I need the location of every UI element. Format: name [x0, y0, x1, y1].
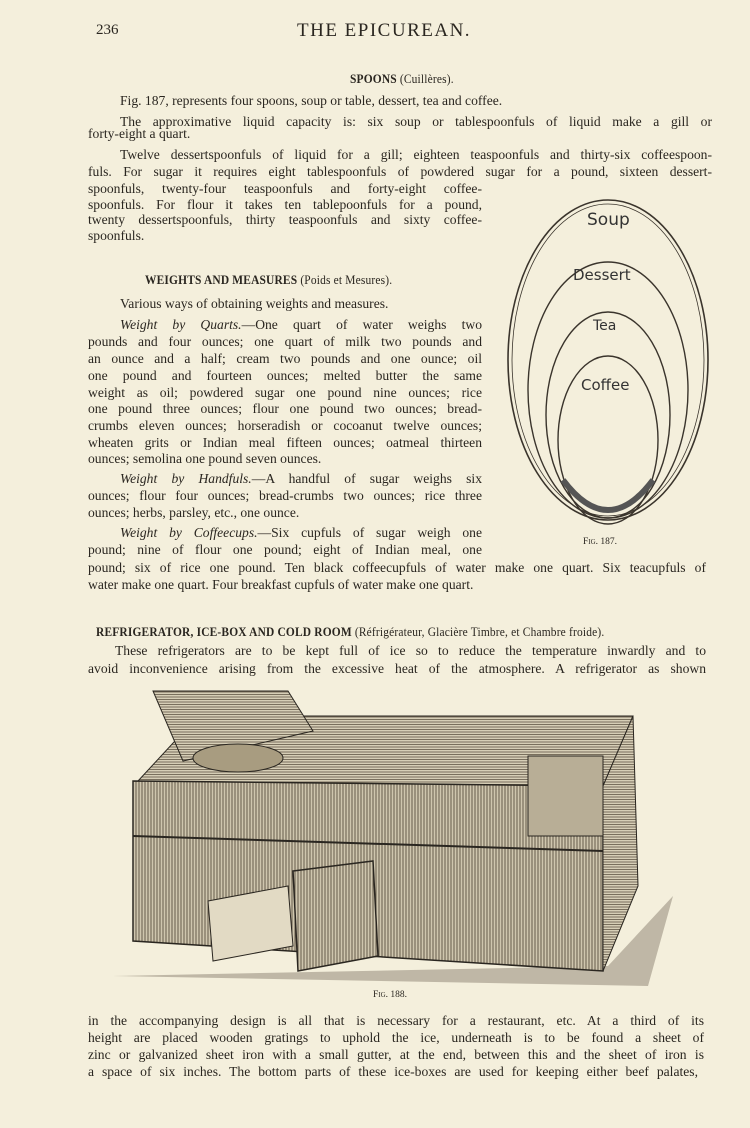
- spoons-heading-en: SPOONS: [350, 71, 397, 86]
- refrigerator-heading-fr: (Réfrigérateur, Glacière Timbre, et Chambre froide).: [354, 624, 605, 639]
- text-line: avoid inconvenience arising from the excessive heat of the atmosphere. A refrigerator as shown: [88, 661, 706, 676]
- text-line: pound; nine of flour one pound; eight of Indian meal, one: [88, 542, 482, 557]
- text-line: ounces; semolina one pound seven ounces.: [88, 451, 322, 466]
- text-line: [120, 525, 482, 541]
- text-line: forty-eight a quart.: [88, 126, 191, 141]
- text-line: spoonfuls.: [88, 228, 145, 243]
- spoon-label-tea: Tea: [593, 318, 617, 334]
- text-line: an ounce and a half; cream two pounds and one ounce; oil: [88, 351, 482, 366]
- text-line: zinc or galvanized sheet iron with a small gutter, at the end, between this and the sheet of iron is: [88, 1047, 704, 1062]
- text-line: Twelve dessertspoonfuls of liquid for a gill; eighteen teaspoonfuls and thirty-six coffeespoon-: [120, 147, 712, 162]
- text-line: water make one quart. Four breakfast cupfuls of water make one quart.: [88, 577, 474, 592]
- text-line: spoonfuls, twenty-four teaspoonfuls and forty-eight coffee-: [88, 181, 482, 196]
- fig-188-caption: Fig. 188.: [373, 990, 408, 1000]
- spoons-heading: [350, 71, 454, 87]
- text-line: in the accompanying design is all that is necessary for a restaurant, etc. At a third of its: [88, 1013, 704, 1028]
- refrigerator-heading: [96, 624, 604, 640]
- weights-coffeecups-label: Weight by Coffeecups.: [120, 525, 258, 540]
- text-line: weight as oil; powdered sugar one pound nine ounces; rice: [88, 385, 482, 400]
- page-number: 236: [96, 22, 119, 38]
- spoon-label-soup: Soup: [587, 210, 630, 230]
- text-line: pounds and four ounces; one quart of milk two pounds and: [88, 334, 482, 349]
- text-line: Various ways of obtaining weights and measures.: [120, 296, 389, 311]
- text-line: [120, 471, 482, 487]
- text-line: one pound three ounces; flour one pound two ounces; bread-: [88, 401, 482, 416]
- spoon-label-coffee: Coffee: [581, 376, 630, 394]
- text-line: ounces; herbs, parsley, etc., one ounce.: [88, 505, 300, 520]
- refrigerator-heading-en: REFRIGERATOR, ICE-BOX AND COLD ROOM: [96, 624, 352, 639]
- text-line: twenty dessertspoonfuls, thirty teaspoonfuls and sixty coffee-: [88, 212, 482, 227]
- text-span: —Six cupfuls of sugar weigh one: [257, 525, 482, 540]
- text-line: spoonfuls. For flour it takes ten tablepoonfuls for a pound,: [88, 197, 482, 212]
- running-title: THE EPICUREAN.: [297, 20, 472, 41]
- text-line: fuls. For sugar it requires eight tablespoonfuls of powdered sugar for a pound, sixteen dessert-: [88, 164, 712, 179]
- weights-heading: [145, 272, 392, 288]
- spoon-label-dessert: Dessert: [573, 266, 631, 284]
- weights-handfuls-label: Weight by Handfuls.: [120, 471, 252, 486]
- text-span: —One quart of water weighs two: [241, 317, 482, 332]
- text-line: wheaten grits or Indian meal fifteen ounces; oatmeal thirteen: [88, 435, 482, 450]
- text-line: ounces; flour four ounces; bread-crumbs two ounces; rice three: [88, 488, 482, 503]
- text-line: a space of six inches. The bottom parts of these ice-boxes are used for keeping either beef palates,: [88, 1064, 698, 1079]
- text-line: The approximative liquid capacity is: six soup or tablespoonfuls of liquid make a gill or: [120, 114, 712, 129]
- spoons-figure: [495, 190, 725, 540]
- text-span: —A handful of sugar weighs six: [251, 471, 482, 486]
- text-line: one pound and fourteen ounces; melted butter the same: [88, 368, 482, 383]
- text-line: These refrigerators are to be kept full of ice so to reduce the temperature inwardly and to: [115, 643, 706, 658]
- weights-heading-fr: (Poids et Mesures).: [300, 272, 393, 287]
- text-line: pound; six of rice one pound. Ten black coffeecupfuls of water make one quart. Six teacupfuls of: [88, 560, 706, 575]
- text-line: [120, 317, 482, 333]
- weights-heading-en: WEIGHTS AND MEASURES: [145, 272, 298, 287]
- weights-quarts-label: Weight by Quarts.: [120, 317, 242, 332]
- fig-187-caption: Fig. 187.: [583, 537, 618, 547]
- text-line: height are placed wooden gratings to uphold the ice, underneath is to be found a sheet of: [88, 1030, 704, 1045]
- text-line: crumbs eleven ounces; horseradish or cocoanut twelve ounces;: [88, 418, 482, 433]
- text-line: Fig. 187, represents four spoons, soup or table, dessert, tea and coffee.: [120, 93, 503, 108]
- refrigerator-figure: [108, 686, 678, 986]
- spoons-heading-fr: (Cuillères).: [399, 71, 454, 86]
